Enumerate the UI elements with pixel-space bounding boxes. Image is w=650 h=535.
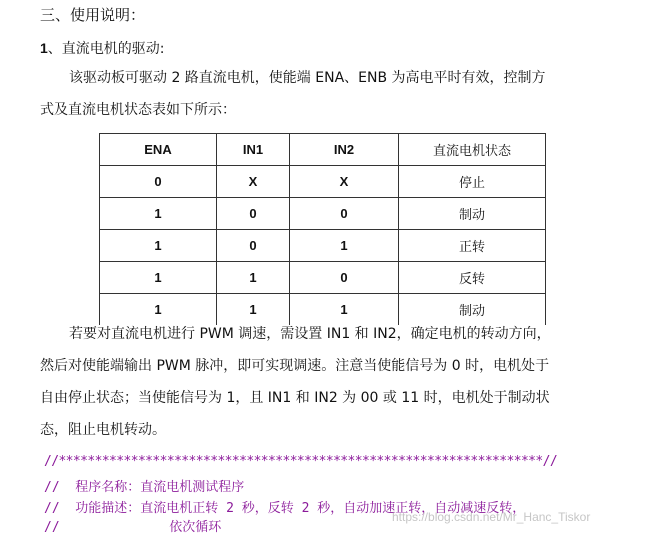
table-header-row <box>100 134 546 166</box>
table-row <box>100 230 546 262</box>
cell-in1: 1 <box>217 294 290 326</box>
sub-heading <box>40 38 165 58</box>
cell-in1: X <box>217 166 290 198</box>
cell-in2: 0 <box>290 198 399 230</box>
cell-ena: 1 <box>100 294 217 326</box>
cell-ena: 1 <box>100 230 217 262</box>
paragraph-line: 该驱动板可驱动 2 路直流电机，使能端 ENA、ENB 为高电平时有效，控制方 <box>69 70 546 86</box>
motor-state-table <box>99 133 546 325</box>
code-comment-program-name: // 程序名称：直流电机测试程序 <box>44 480 245 495</box>
cell-in1: 1 <box>217 262 290 294</box>
sub-heading-number: 1 <box>40 40 48 56</box>
table-row <box>100 198 546 230</box>
table-row <box>100 262 546 294</box>
cell-state: 制动 <box>399 294 546 326</box>
paragraph-line: 态，阻止电机转动。 <box>40 422 166 438</box>
cell-in1: 0 <box>217 230 290 262</box>
paragraph-line: 若要对直流电机进行 PWM 调速，需设置 IN1 和 IN2，确定电机的转动方向， <box>69 326 551 342</box>
cell-in2: 0 <box>290 262 399 294</box>
section-heading: 三、使用说明： <box>40 6 146 24</box>
cell-ena: 1 <box>100 198 217 230</box>
cell-ena: 0 <box>100 166 217 198</box>
header-ena: ENA <box>100 134 217 166</box>
code-comment-loop: // 依次循环 <box>44 520 222 535</box>
sub-heading-text: 、直流电机的驱动: <box>47 41 165 57</box>
cell-ena: 1 <box>100 262 217 294</box>
header-in2: IN2 <box>290 134 399 166</box>
cell-in2: 1 <box>290 230 399 262</box>
watermark: https://blog.csdn.net/Mr_Hanc_Tiskor <box>392 510 591 524</box>
code-comment-divider: //*******************************************************************// <box>44 454 558 469</box>
cell-state: 制动 <box>399 198 546 230</box>
table-row <box>100 166 546 198</box>
cell-in1: 0 <box>217 198 290 230</box>
paragraph-line: 式及直流电机状态表如下所示： <box>40 102 236 118</box>
cell-state: 停止 <box>399 166 546 198</box>
header-in1: IN1 <box>217 134 290 166</box>
paragraph-intro <box>40 62 610 126</box>
header-motor-state: 直流电机状态 <box>399 134 546 166</box>
paragraph-line: 然后对使能端输出 PWM 脉冲，即可实现调速。注意当使能信号为 0 时，电机处于 <box>40 358 550 374</box>
paragraph-line: 自由停止状态；当使能信号为 1，且 IN1 和 IN2 为 00 或 11 时，电机处于制动状 <box>40 390 550 406</box>
cell-in2: X <box>290 166 399 198</box>
cell-state: 正转 <box>399 230 546 262</box>
cell-in2: 1 <box>290 294 399 326</box>
paragraph-pwm <box>40 318 610 446</box>
code-comment-description: // 功能描述：直流电机正转 2 秒，反转 2 秒，自动加速正转，自动减速反转， <box>44 501 526 516</box>
cell-state: 反转 <box>399 262 546 294</box>
